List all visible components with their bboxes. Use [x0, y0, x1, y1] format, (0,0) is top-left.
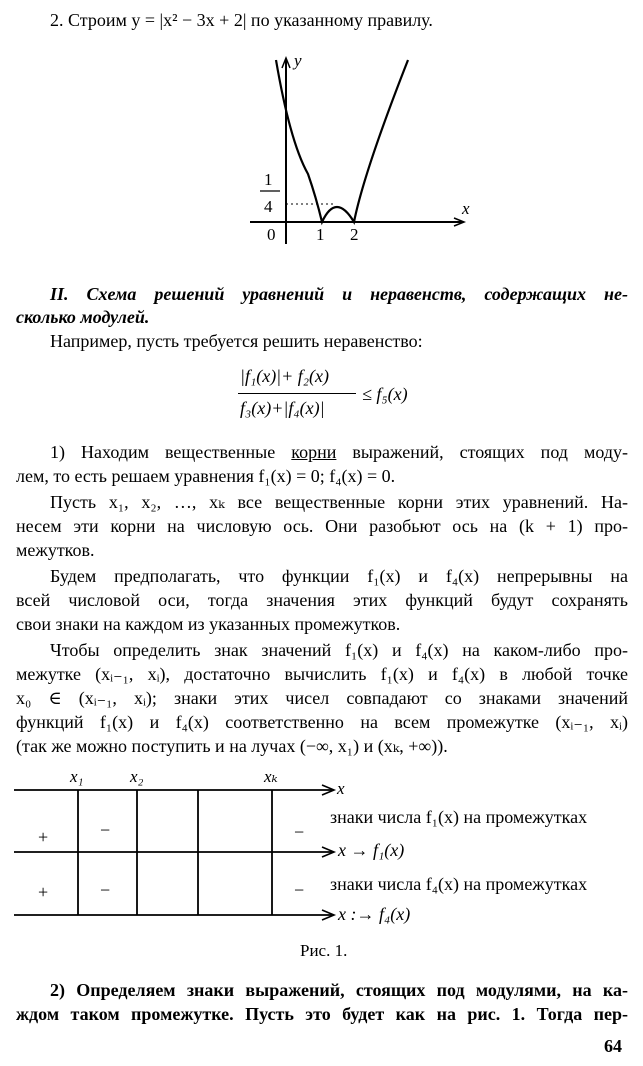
row1-caption: знаки числа f₁(x) на промежутках: [330, 807, 588, 827]
row1-mapping-label: x → f₁(x): [338, 840, 405, 860]
formula-fraction-bar: [238, 393, 356, 394]
row1-sign-plus: +: [38, 827, 49, 847]
formula-denominator: [240, 396, 325, 421]
row2-caption: знаки числа f₄(x) на промежутках: [330, 874, 588, 894]
inequality-formula: [236, 364, 436, 428]
p3-line1: Будем предполагать, что функции f₁(x) и f₄(x) непрерывны на: [50, 566, 628, 586]
row2-mapping-label: x :→ f₄(x): [338, 904, 411, 924]
tick-label-0: 0: [267, 225, 276, 244]
p1-line1: [50, 440, 628, 465]
p2-line3: межутков.: [16, 540, 95, 560]
section-title-line1: II. Схема решений уравнений и неравенств, содержащих не-: [50, 284, 628, 304]
p4-line4: функций f₁(x) и f₄(x) соответственно на всем промежутке (xᵢ₋₁, xᵢ): [16, 712, 628, 732]
page-number: 64: [604, 1036, 622, 1056]
row2-sign-plus: +: [38, 882, 49, 902]
section-title-line2: сколько модулей.: [16, 307, 150, 327]
formula-f3: f₃(x)+: [240, 398, 284, 418]
row2-sign-minus: −: [100, 880, 111, 900]
tick-label-1: 1: [316, 225, 325, 244]
x-axis-label: x: [462, 199, 470, 218]
label-x2: x₂: [130, 767, 144, 786]
p2-line1: Пусть x₁, x₂, …, xₖ все вещественные корни этих уравнений. На-: [50, 492, 628, 512]
row1-sign-minus-last: −: [294, 822, 305, 842]
quarter-denominator: 4: [264, 197, 273, 216]
sign-table-figure: [10, 760, 345, 930]
p1-underlined-word: корни: [291, 442, 337, 462]
figure-caption: Рис. 1.: [300, 941, 348, 960]
tick-label-2: 2: [350, 225, 359, 244]
formula-numerator: [240, 364, 329, 389]
row1-sign-minus: −: [100, 820, 111, 840]
footer-line1: 2) Определяем знаки выражений, стоящих под модулями, на ка-: [50, 980, 628, 1000]
formula-plus-f2: + f₂(x): [281, 366, 330, 386]
intro-line: Например, пусть требуется решить неравенство:: [50, 331, 423, 351]
y-axis-label: y: [294, 52, 302, 70]
p4-line2: межутке (xᵢ₋₁, xᵢ), достаточно вычислить f₁(x) и f₄(x) в любой точке: [16, 664, 628, 684]
abs-quadratic-graph: [250, 52, 490, 252]
p4-line1: Чтобы определить знак значений f₁(x) и f₄(x) на каком-либо про-: [50, 640, 628, 660]
p4-line3: x₀ ∈ (xᵢ₋₁, xᵢ); знаки этих чисел совпадают со знаками значений: [16, 688, 628, 708]
p4-line5: (так же можно поступить и на лучах (−∞, x₁) и (xₖ, +∞)).: [16, 736, 448, 756]
p2-line2: несем эти корни на числовую ось. Они разобьют ось на (k + 1) про-: [16, 516, 628, 536]
row2-sign-minus-last: −: [294, 880, 305, 900]
p1-text-a: 1) Находим вещественные: [50, 442, 292, 462]
header-line: 2. Строим y = |x² − 3x + 2| по указанному правилу.: [50, 10, 433, 30]
formula-f4: |f₄(x)|: [283, 398, 325, 418]
footer-line2: ждом таком промежутке. Пусть это будет как на рис. 1. Тогда пер-: [16, 1004, 628, 1024]
p3-line3: свои знаки на каждом из указанных промежутков.: [16, 614, 401, 634]
p1-line2: лем, то есть решаем уравнения f₁(x) = 0; f₄(x) = 0.: [16, 466, 396, 486]
label-xk: xₖ: [264, 767, 278, 786]
p1-text-b: выражений, стоящих под моду-: [336, 442, 629, 462]
graph-curve: [276, 60, 408, 222]
p3-line2: всей числовой оси, тогда значения этих функций будут сохранять: [16, 590, 628, 610]
label-x: x: [337, 779, 345, 798]
label-x1: x₁: [70, 767, 84, 786]
formula-rhs: ≤ f₅(x): [362, 384, 408, 404]
quarter-numerator: 1: [264, 170, 273, 189]
formula-f1: |f₁(x)|: [240, 366, 282, 386]
